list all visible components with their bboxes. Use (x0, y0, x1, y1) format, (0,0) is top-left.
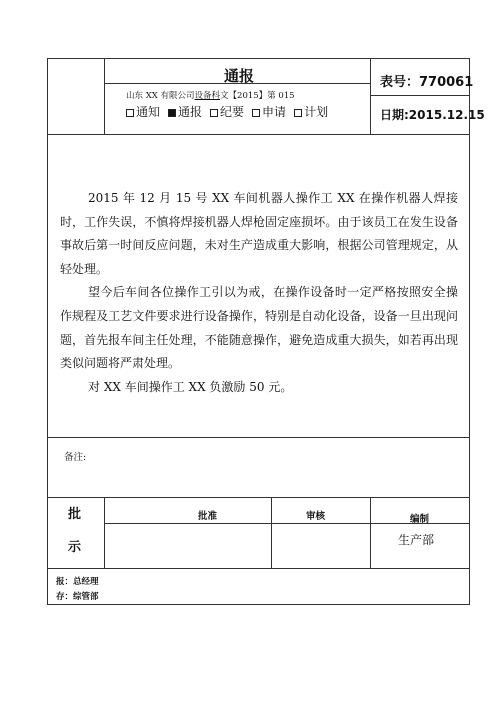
doc-type-option[interactable] (168, 105, 202, 119)
body-divider (48, 437, 469, 438)
doc-type-label: 申请 (262, 105, 287, 119)
approval-divider (48, 568, 469, 569)
doc-date: 日期:2015.12.15 (380, 108, 485, 122)
checkbox-empty-icon[interactable] (294, 109, 302, 117)
approval-col-1 (104, 497, 105, 568)
body-paragraph-2: 望今后车间各位操作工引以为戒，在操作设备时一定严格按照安全操作规程及工艺文件要求进行设备操作，特别是自动化设备，设备一旦出现问题，首先报车间主任处理，不能随意操作，避免造成重大损失，如若再出现类似问题将严肃处理。 (60, 285, 458, 371)
doc-number: 表号：770061 (380, 75, 474, 90)
page-title: 通报 (224, 67, 255, 85)
approval-col-3 (370, 497, 371, 568)
doc-type-option[interactable] (126, 105, 160, 119)
issuer-line (126, 89, 295, 101)
announcement-form (47, 58, 485, 605)
doc-type-label: 通知 (136, 105, 161, 119)
header-left-divider (104, 59, 105, 134)
doc-type-label: 通报 (178, 105, 203, 119)
approval-col-2 (271, 497, 272, 568)
approve-column-header: 批准 (198, 511, 218, 522)
issuer-doc-ref: 文【2015】第 015 (220, 91, 295, 101)
header-right-divider (370, 59, 371, 134)
body-paragraph-3: 对 XX 车间操作工 XX 负激励 50 元。 (88, 379, 293, 394)
header-divider (48, 134, 469, 135)
doc-type-options (126, 103, 336, 120)
compiler-department: 生产部 (398, 533, 435, 547)
approval-label-shi: 示 (68, 540, 82, 555)
remarks-label: 备注: (64, 452, 87, 463)
docno-divider (370, 95, 469, 96)
checkbox-empty-icon[interactable] (126, 109, 134, 117)
approval-label-pi: 批 (68, 507, 82, 522)
checkbox-checked-icon[interactable] (168, 109, 176, 117)
notice-body (60, 187, 458, 399)
compile-column-header: 编制 (410, 514, 430, 525)
remarks-divider (48, 497, 469, 498)
body-paragraph-1: 2015 年 12 月 15 号 XX 车间机器人操作工 XX 在操作机器人焊接时，工作失误，不慎将焊接机器人焊枪固定座损坏。由于该员工在发生设备事故后第一时间反应问题，未对生产造成重大影响，根据公司管理规定，从轻处理。 (60, 191, 458, 276)
doc-type-option[interactable] (252, 105, 286, 119)
report-to: 报：总经理 (56, 577, 99, 587)
checkbox-empty-icon[interactable] (210, 109, 218, 117)
doc-type-option[interactable] (210, 105, 244, 119)
issuer-department: 设备科 (194, 91, 221, 101)
doc-type-label: 纪要 (220, 105, 245, 119)
archive-to: 存：综管部 (56, 592, 99, 602)
issuer-company: 山东 XX 有限公司 (126, 91, 195, 101)
review-column-header: 审核 (306, 511, 326, 522)
doc-type-label: 计划 (304, 105, 329, 119)
doc-type-option[interactable] (294, 105, 328, 119)
checkbox-empty-icon[interactable] (252, 109, 260, 117)
